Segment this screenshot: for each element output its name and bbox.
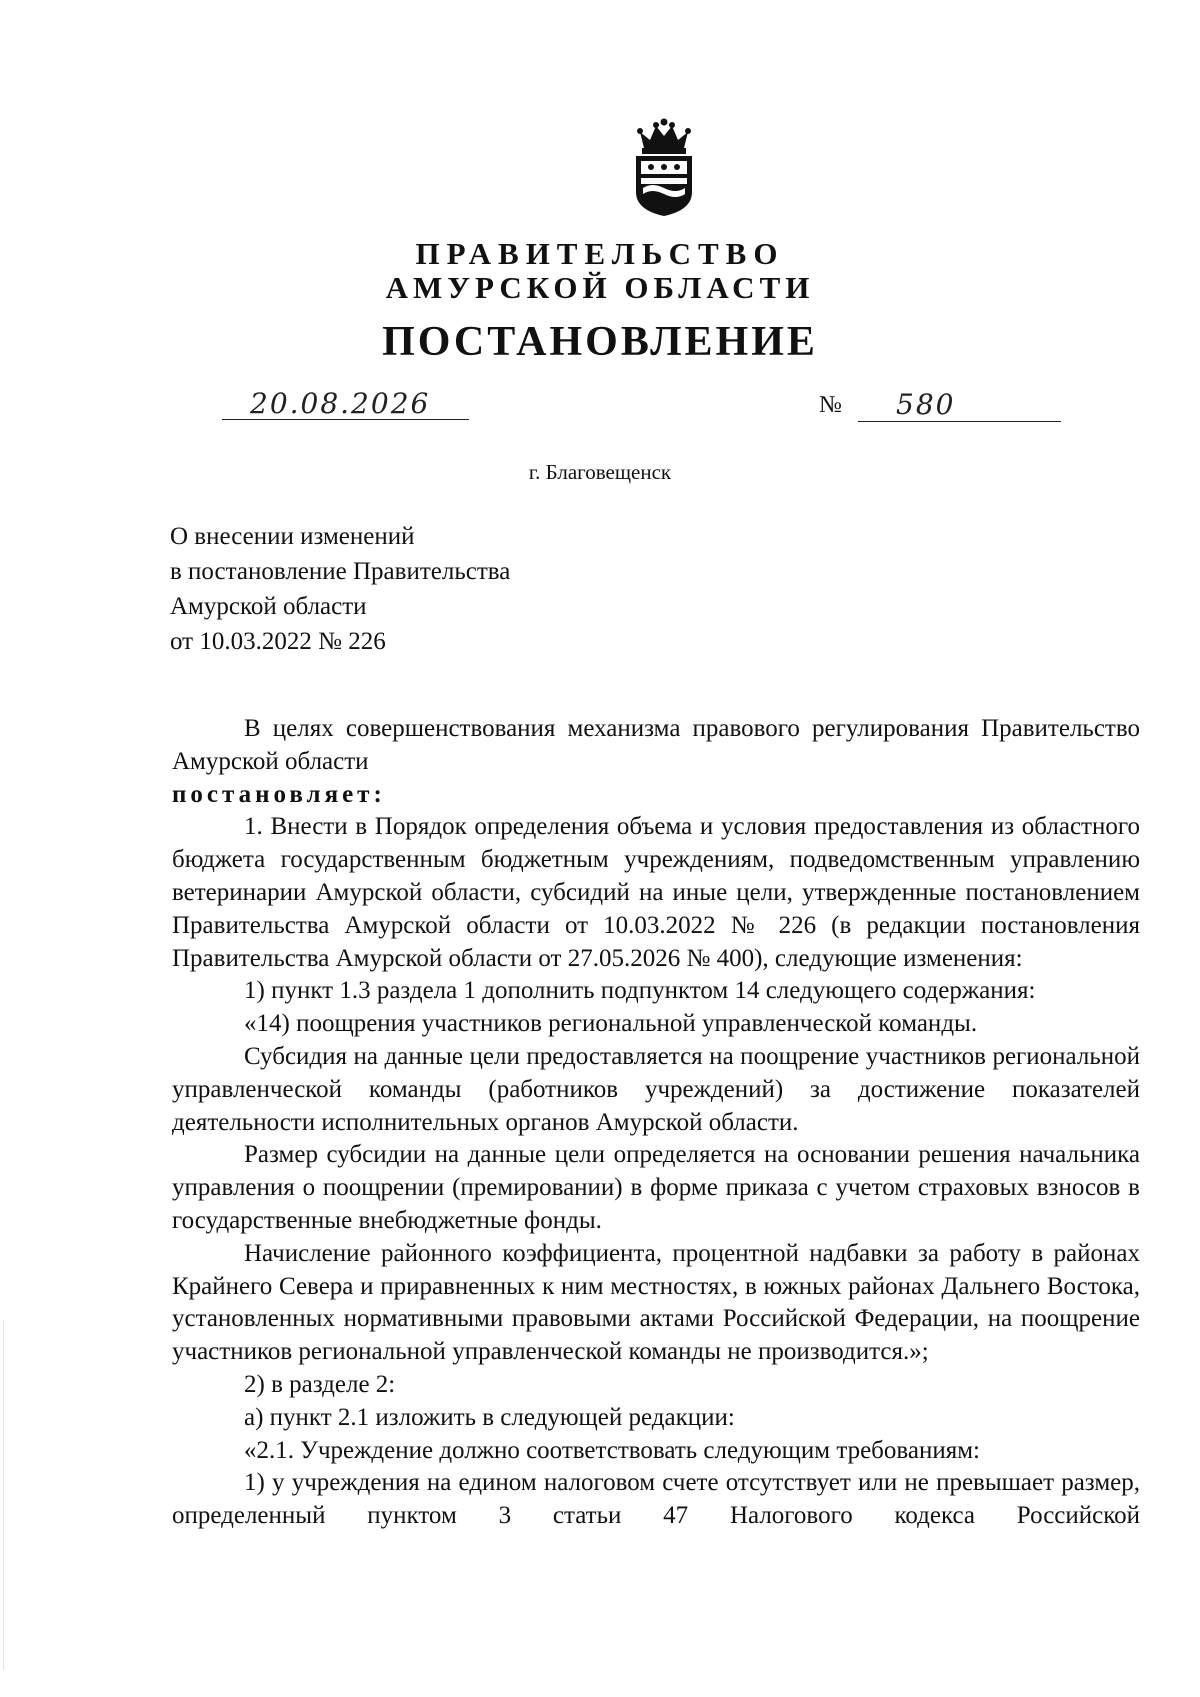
body-paragraph: «2.1. Учреждение должно соответствовать следующим требованиям: — [244, 1436, 980, 1464]
body-paragraph: Размер субсидии на данные цели определяется на основании решения начальника управления о поощрении (премировании) в форме приказа с учетом страховых взносов в государственные внебюджетные фонды. — [172, 1141, 1140, 1234]
document-body — [172, 713, 1140, 1533]
body-paragraph: а) пункт 2.1 изложить в следующей редакции: — [244, 1403, 735, 1431]
subject-line: Амурской области — [170, 593, 367, 620]
body-paragraph: 2) в разделе 2: — [244, 1370, 396, 1398]
document-date: 20.08.2026 — [250, 387, 431, 420]
body-paragraph: 1) у учреждения на едином налоговом счете отсутствует или не превышает размер, определенный пунктом 3 статьи 47 Налогового кодекса Российской — [172, 1469, 1140, 1530]
number-label: № — [819, 392, 842, 418]
body-paragraph: 1. Внести в Порядок определения объема и условия предоставления из областного бюджета государственным бюджетным учреждениям, подведомственным управлению ветеринарии Амурской области, субсидий на иные цели, утвержденные постановлением Правительства Амурской области от 10.03.2022 № 226 (в редакции постановления Правительства Амурской области от 27.05.2026 № 400), следующие изменения: — [172, 813, 1140, 972]
date-underline — [222, 419, 469, 420]
scan-edge-line — [3, 1320, 4, 1670]
subject-line: в постановление Правительства — [170, 558, 511, 585]
city: г. Благовещенск — [528, 460, 672, 484]
body-paragraph: «14) поощрения участников региональной управленческой команды. — [244, 1010, 978, 1038]
resolves-word: постановляет: — [172, 780, 386, 808]
subject-line: от 10.03.2022 № 226 — [170, 628, 386, 655]
coat-of-arms-icon — [630, 118, 698, 218]
intro-paragraph: В целях совершенствования механизма правового регулирования Правительство Амурской области — [172, 715, 1140, 775]
subject-line: О внесении изменений — [170, 523, 415, 550]
document-subject — [170, 519, 510, 659]
body-paragraph: 1) пункт 1.3 раздела 1 дополнить подпунктом 14 следующего содержания: — [244, 977, 1036, 1005]
document-type: ПОСТАНОВЛЕНИЕ — [382, 319, 818, 365]
organization-title: ПРАВИТЕЛЬСТВО — [415, 236, 785, 271]
body-paragraph: Начисление районного коэффициента, процентной надбавки за работу в районах Крайнего Севера и приравненных к ним местностях, в южных районах Дальнего Востока, установленных нормативными правовыми актами Российской Федерации, на поощрение участников региональной управленческой команды не производится.»; — [172, 1239, 1140, 1366]
number-underline — [858, 421, 1061, 422]
organization-region: АМУРСКОЙ ОБЛАСТИ — [385, 270, 815, 305]
document-number: 580 — [896, 388, 956, 421]
body-paragraph: Субсидия на данные цели предоставляется на поощрение участников региональной управленческой команды (работников учреждений) за достижение показателей деятельности исполнительных органов Амурской области. — [172, 1042, 1140, 1136]
